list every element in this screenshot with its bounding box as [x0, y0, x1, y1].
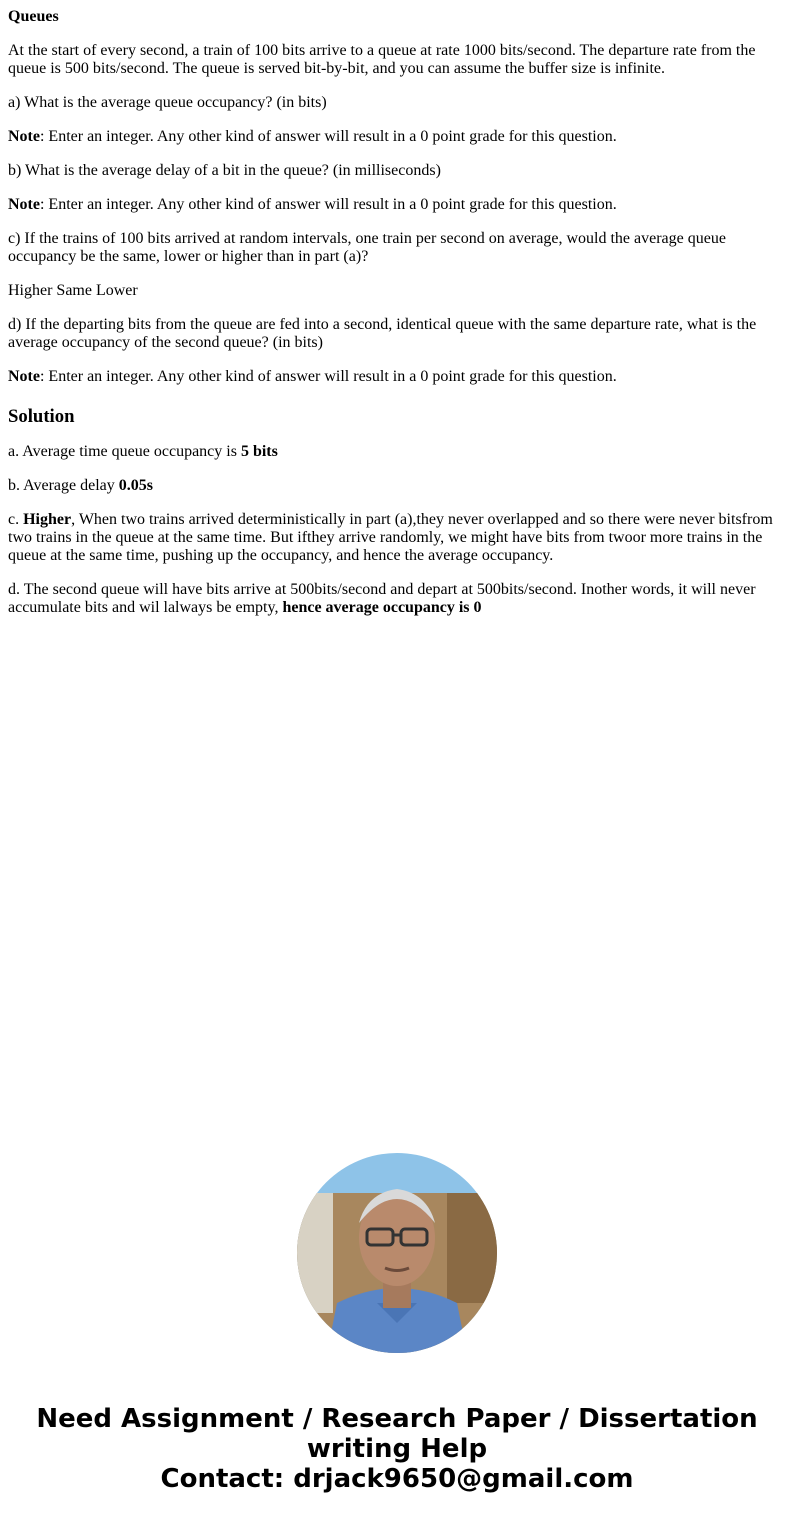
solution-d-answer: hence average occupancy is 0 [282, 599, 482, 616]
footer-line-3: Contact: drjack9650@gmail.com [160, 1464, 634, 1494]
solution-a-answer: 5 bits [240, 443, 278, 460]
avatar-carving [447, 1193, 497, 1303]
document-body [8, 8, 778, 633]
solution-d-text: d. The second queue will have bits arrive at 500bits/second and depart at 500bits/second. Inother words, it will never accumulate bits and wil lalways be empty, [8, 581, 756, 616]
note-label: Note [8, 368, 40, 385]
solution-b [8, 477, 778, 495]
author-avatar [297, 1153, 497, 1353]
footer-contact [0, 1404, 794, 1494]
note-b [8, 196, 778, 214]
solution-c-answer: Higher [23, 511, 72, 528]
note-label: Note [8, 128, 40, 145]
footer-line-1: Need Assignment / Research Paper / Dissertation [36, 1404, 758, 1434]
page-title: Queues [8, 8, 59, 25]
avatar-portrait-image [297, 1153, 497, 1353]
question-b: b) What is the average delay of a bit in the queue? (in milliseconds) [8, 162, 441, 179]
note-text: : Enter an integer. Any other kind of answer will result in a 0 point grade for this question. [39, 368, 617, 385]
note-text: : Enter an integer. Any other kind of answer will result in a 0 point grade for this question. [39, 196, 617, 213]
question-c-options: Higher Same Lower [8, 282, 138, 299]
question-a: a) What is the average queue occupancy? (in bits) [8, 94, 327, 111]
question-c: c) If the trains of 100 bits arrived at random intervals, one train per second on average, would the average queue occupancy be the same, lower or higher than in part (a)? [8, 230, 726, 265]
solution-a-text: a. Average time queue occupancy is [8, 443, 241, 460]
question-d: d) If the departing bits from the queue are fed into a second, identical queue with the same departure rate, what is the average occupancy of the second queue? (in bits) [8, 316, 757, 351]
solution-c [8, 511, 778, 565]
solution-d [8, 581, 778, 617]
note-d [8, 368, 778, 386]
footer-line-2: writing Help [306, 1434, 488, 1464]
note-text: : Enter an integer. Any other kind of answer will result in a 0 point grade for this question. [39, 128, 617, 145]
solution-c-prefix: c. [8, 511, 24, 528]
note-label: Note [8, 196, 40, 213]
avatar-door-frame [297, 1193, 333, 1313]
solution-a [8, 443, 778, 461]
solution-c-text: , When two trains arrived deterministically in part (a),they never overlapped and so there were never bitsfrom two trains in the queue at the same time. But ifthey arrive randomly, we might have bits from twoor more trains in the queue at the same time, pushing up the occupancy, and hence the average occupancy. [8, 511, 773, 564]
solution-heading: Solution [8, 406, 75, 427]
solution-b-text: b. Average delay [8, 477, 119, 494]
problem-intro: At the start of every second, a train of 100 bits arrive to a queue at rate 1000 bits/second. The departure rate from the queue is 500 bits/second. The queue is served bit-by-bit, and you can assume the buffer size is infinite. [8, 42, 756, 77]
solution-b-answer: 0.05s [118, 477, 153, 494]
note-a [8, 128, 778, 146]
